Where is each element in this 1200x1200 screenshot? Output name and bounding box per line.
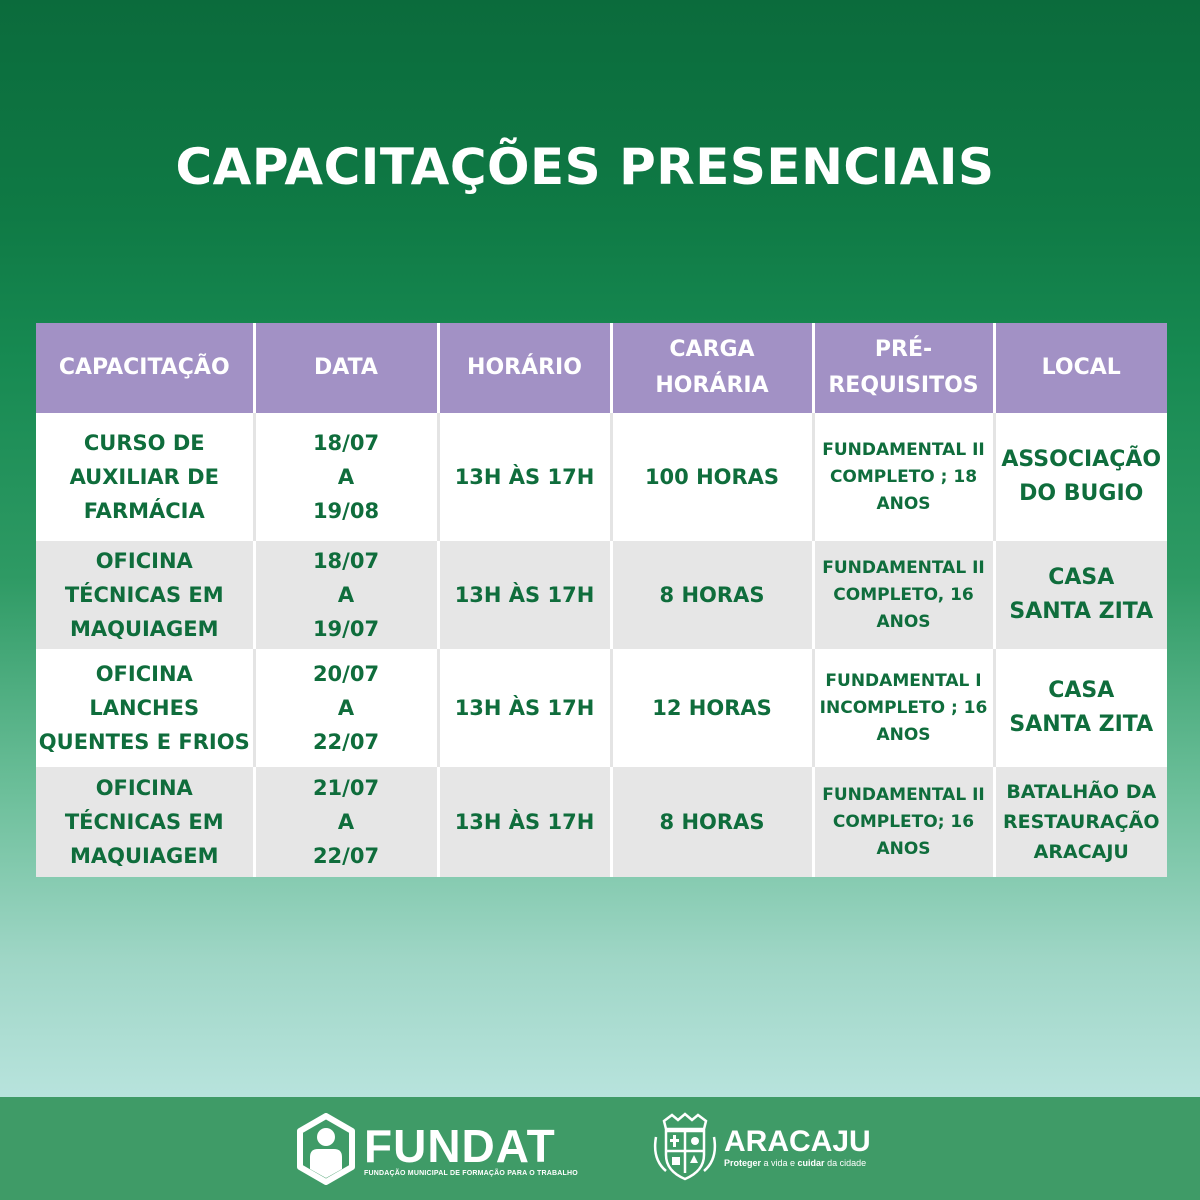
cell-text: OFICINA <box>95 662 193 686</box>
fundat-name: FUNDAT <box>364 1119 556 1172</box>
table-row <box>36 649 1167 767</box>
cell-horario: 13H ÀS 17H <box>438 413 611 541</box>
cell-text: OFICINA <box>95 549 193 573</box>
slogan-part: cuidar <box>797 1158 825 1168</box>
cell-text: ANOS <box>876 611 931 632</box>
cell-text: 22/07 <box>312 730 380 754</box>
aracaju-seal-icon <box>652 1111 718 1183</box>
fundat-logo-block <box>296 1113 578 1185</box>
cell-text: DO BUGIO <box>1019 481 1144 506</box>
cell-requisitos <box>813 413 994 541</box>
cell-text: ANOS <box>876 724 931 745</box>
cell-text: A <box>337 810 355 834</box>
cell-data <box>254 649 438 767</box>
page-title: CAPACITAÇÕES PRESENCIAIS <box>175 138 995 196</box>
cell-text: COMPLETO; 16 <box>832 811 975 832</box>
courses-table <box>36 323 1167 877</box>
cell-requisitos <box>813 541 994 649</box>
header-carga-line-2: HORÁRIA <box>655 373 769 398</box>
header-pre-requisitos <box>813 323 994 413</box>
cell-text: AUXILIAR DE <box>69 465 219 489</box>
cell-text: CASA <box>1048 565 1115 590</box>
cell-text: FUNDAMENTAL II <box>822 439 985 460</box>
cell-text: ASSOCIAÇÃO <box>1001 447 1162 472</box>
cell-local <box>994 649 1167 767</box>
cell-horario: 13H ÀS 17H <box>438 649 611 767</box>
header-horario: HORÁRIO <box>438 323 611 413</box>
cell-text: FUNDAMENTAL II <box>822 557 985 578</box>
cell-carga: 100 HORAS <box>611 413 813 541</box>
cell-text: CASA <box>1048 678 1115 703</box>
cell-horario: 13H ÀS 17H <box>438 767 611 877</box>
header-carga-horaria <box>611 323 813 413</box>
cell-text: BATALHÃO DA <box>1006 781 1157 803</box>
cell-text: ARACAJU <box>1033 841 1129 863</box>
cell-text: 21/07 <box>312 776 380 800</box>
cell-carga: 12 HORAS <box>611 649 813 767</box>
cell-capacitacao <box>36 649 254 767</box>
cell-capacitacao <box>36 767 254 877</box>
cell-text: A <box>337 583 355 607</box>
cell-data <box>254 767 438 877</box>
slogan-part: da cidade <box>824 1158 867 1168</box>
cell-requisitos <box>813 767 994 877</box>
table-row <box>36 413 1167 541</box>
header-carga-line-1: CARGA <box>669 337 755 362</box>
cell-local <box>994 541 1167 649</box>
header-prereq-line-2: REQUISITOS <box>828 373 979 398</box>
cell-carga: 8 HORAS <box>611 767 813 877</box>
slogan-part: Proteger <box>724 1158 762 1168</box>
cell-text: SANTA ZITA <box>1009 599 1154 624</box>
cell-text: LANCHES <box>89 696 200 720</box>
fundat-subtitle: FUNDAÇÃO MUNICIPAL DE FORMAÇÃO PARA O TRABALHO <box>364 1169 578 1177</box>
cell-text: MAQUIAGEM <box>69 617 219 641</box>
cell-data <box>254 541 438 649</box>
cell-text: ANOS <box>876 838 931 859</box>
cell-capacitacao <box>36 541 254 649</box>
cell-local <box>994 767 1167 877</box>
cell-text: 19/08 <box>312 499 380 523</box>
cell-text: 18/07 <box>312 549 380 573</box>
cell-text: MAQUIAGEM <box>69 844 219 868</box>
cell-text: A <box>337 696 355 720</box>
cell-text: ANOS <box>876 493 931 514</box>
cell-text: RESTAURAÇÃO <box>1003 811 1160 833</box>
cell-data <box>254 413 438 541</box>
header-capacitacao: CAPACITAÇÃO <box>36 323 254 413</box>
cell-carga: 8 HORAS <box>611 541 813 649</box>
header-prereq-line-1: PRÉ- <box>874 337 933 362</box>
table-row <box>36 541 1167 649</box>
header-data: DATA <box>254 323 438 413</box>
table-header-row <box>36 323 1167 413</box>
cell-text: 18/07 <box>312 431 380 455</box>
cell-text: OFICINA <box>95 776 193 800</box>
header-local: LOCAL <box>994 323 1167 413</box>
cell-horario: 13H ÀS 17H <box>438 541 611 649</box>
cell-text: INCOMPLETO ; 16 <box>819 697 988 718</box>
cell-text: FARMÁCIA <box>83 499 205 523</box>
slogan-part: a vida e <box>761 1158 798 1168</box>
cell-text: 20/07 <box>312 662 380 686</box>
cell-requisitos <box>813 649 994 767</box>
cell-text: QUENTES E FRIOS <box>38 730 250 754</box>
cell-text: SANTA ZITA <box>1009 712 1154 737</box>
aracaju-slogan <box>724 1158 871 1168</box>
cell-text: FUNDAMENTAL II <box>822 784 985 805</box>
cell-local <box>994 413 1167 541</box>
cell-text: A <box>337 465 355 489</box>
fundat-logo-icon <box>296 1113 356 1185</box>
cell-text: COMPLETO ; 18 <box>829 466 978 487</box>
cell-text: TÉCNICAS EM <box>64 583 224 607</box>
cell-text: CURSO DE <box>83 431 205 455</box>
cell-text: 22/07 <box>312 844 380 868</box>
cell-text: COMPLETO, 16 <box>833 584 974 605</box>
footer-bar <box>0 1097 1200 1200</box>
cell-text: TÉCNICAS EM <box>64 810 224 834</box>
aracaju-name: ARACAJU <box>724 1125 871 1158</box>
aracaju-logo-block <box>652 1111 871 1183</box>
cell-capacitacao <box>36 413 254 541</box>
cell-text: FUNDAMENTAL I <box>825 670 982 691</box>
cell-text: 19/07 <box>312 617 380 641</box>
table-row <box>36 767 1167 877</box>
